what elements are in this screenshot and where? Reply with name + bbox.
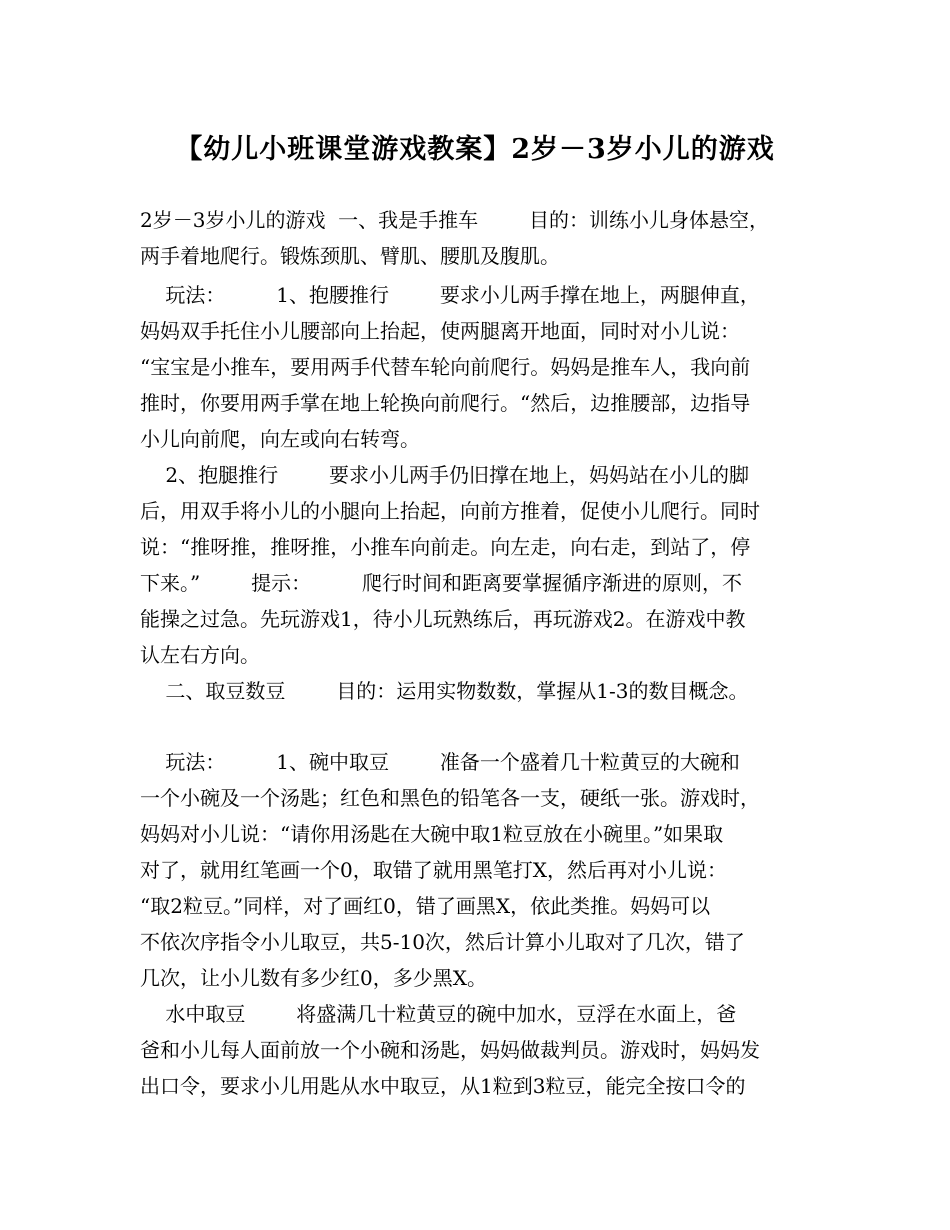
body-line: “取2粒豆。”同样，对了画红0，错了画黑X，依此类推。妈妈可以 (140, 894, 711, 918)
body-line: 小儿向前爬，向左或向右转弯。 (140, 427, 420, 451)
body-line: 对了，就用红笔画一个0，取错了就用黑笔打X，然后再对小儿说： (140, 858, 727, 882)
document-title: 【幼儿小班课堂游戏教案】2岁－3岁小儿的游戏 (175, 134, 775, 165)
body-line: 2岁－3岁小儿的游戏 一、我是手推车 目的：训练小儿身体悬空， (140, 208, 770, 232)
body-line: 玩法： 1、碗中取豆 准备一个盛着几十粒黄豆的大碗和 (140, 750, 740, 774)
body-line: 几次，让小儿数有多少红0，多少黑X。 (140, 966, 487, 990)
body-line: 两手着地爬行。锻炼颈肌、臂肌、腰肌及腹肌。 (140, 244, 560, 268)
body-line: 妈妈对小儿说：“请你用汤匙在大碗中取1粒豆放在小碗里。”如果取 (140, 822, 724, 846)
body-line: 爸和小儿每人面前放一个小碗和汤匙，妈妈做裁判员。游戏时，妈妈发 (140, 1038, 760, 1062)
body-line: “宝宝是小推车，要用两手代替车轮向前爬行。妈妈是推车人，我向前 (140, 355, 751, 379)
body-line: 说：“推呀推，推呀推，小推车向前走。向左走，向右走，到站了，停 (140, 535, 751, 559)
body-line: 一个小碗及一个汤匙；红色和黑色的铅笔各一支，硬纸一张。游戏时， (140, 786, 760, 810)
body-line: 下来。” 提示： 爬行时间和距离要掌握循序渐进的原则，不 (140, 571, 742, 595)
body-line: 不依次序指令小儿取豆，共5-10次，然后计算小儿取对了几次，错了 (140, 930, 745, 954)
body-line: 能操之过急。先玩游戏1，待小儿玩熟练后，再玩游戏2。在游戏中教 (140, 607, 746, 631)
body-line: 妈妈双手托住小儿腰部向上抬起，使两腿离开地面，同时对小儿说： (140, 319, 740, 343)
body-line: 玩法： 1、抱腰推行 要求小儿两手撑在地上，两腿伸直， (140, 283, 760, 307)
body-line: 后，用双手将小儿的小腿向上抬起，向前方推着，促使小儿爬行。同时 (140, 499, 760, 523)
body-line: 2、抱腿推行 要求小儿两手仍旧撑在地上，妈妈站在小儿的脚 (140, 463, 750, 487)
body-line: 推时，你要用两手掌在地上轮换向前爬行。“然后，边推腰部，边指导 (140, 391, 751, 415)
body-line: 认左右方向。 (140, 643, 260, 667)
body-line: 二、取豆数豆 目的：运用实物数数，掌握从1-3的数目概念。 (140, 679, 749, 703)
body-line: 出口令，要求小儿用匙从水中取豆，从1粒到3粒豆，能完全按口令的 (140, 1074, 746, 1098)
body-line: 水中取豆 将盛满几十粒黄豆的碗中加水，豆浮在水面上，爸 (140, 1002, 737, 1026)
